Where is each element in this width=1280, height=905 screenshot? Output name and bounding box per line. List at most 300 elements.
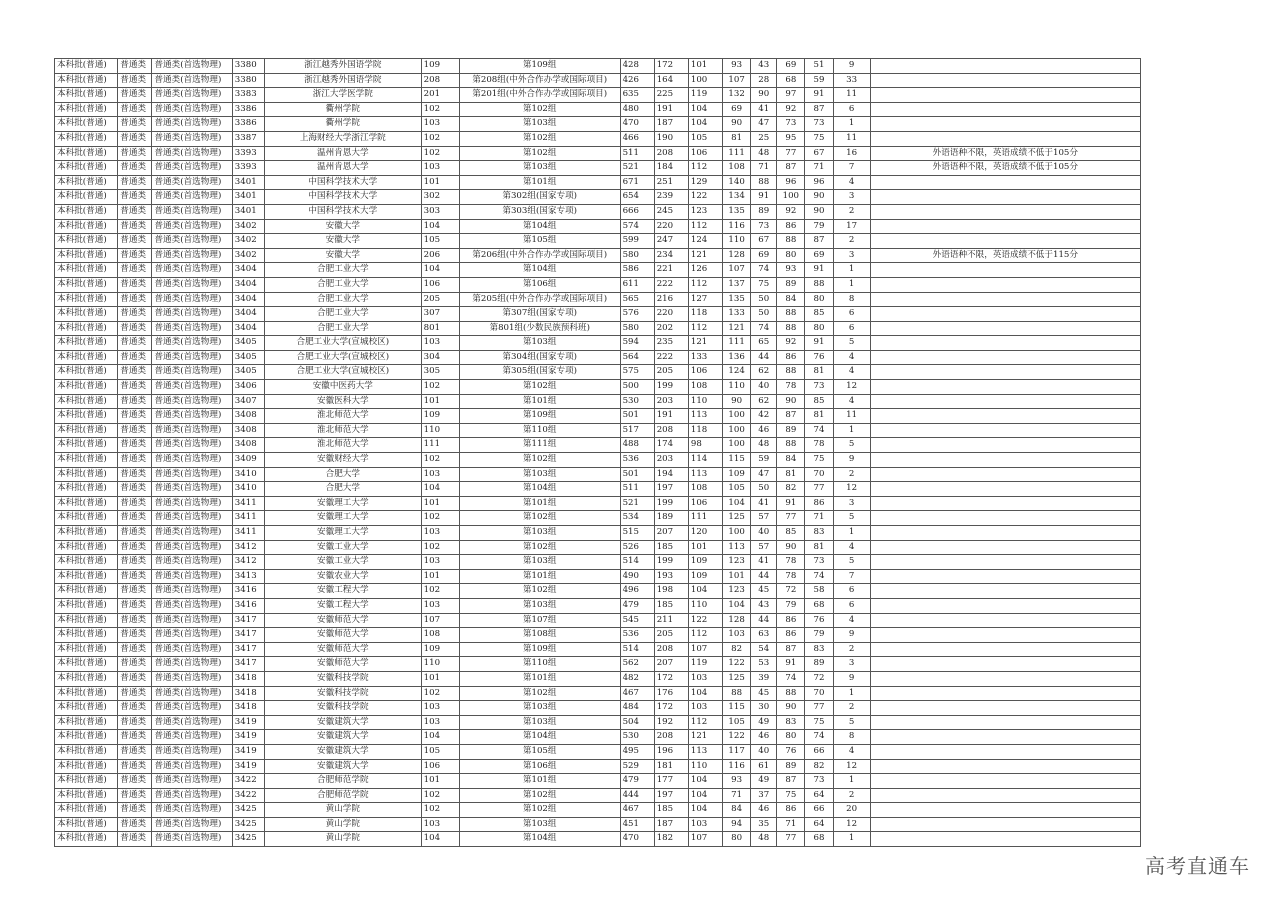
cell-elective-score: 74 bbox=[751, 321, 777, 336]
admission-score-table-wrapper bbox=[54, 58, 1141, 847]
cell-rank-b: 64 bbox=[805, 817, 833, 832]
table-row bbox=[55, 686, 1141, 701]
cell-elective-score: 42 bbox=[751, 409, 777, 424]
cell-elective-score: 41 bbox=[751, 102, 777, 117]
cell-batch: 本科批(普通) bbox=[55, 175, 118, 190]
cell-elective-score: 61 bbox=[751, 759, 777, 774]
cell-english-score: 112 bbox=[688, 219, 722, 234]
cell-chinese-math-score: 222 bbox=[654, 350, 688, 365]
cell-school-name: 安徽农业大学 bbox=[264, 569, 421, 584]
cell-school-code: 3416 bbox=[232, 598, 264, 613]
cell-rank-a: 73 bbox=[777, 117, 805, 132]
cell-count: 6 bbox=[833, 102, 870, 117]
cell-remark bbox=[870, 701, 1140, 716]
cell-subject-type: 普通类(首选物理) bbox=[152, 321, 232, 336]
cell-school-name: 温州肯恩大学 bbox=[264, 146, 421, 161]
cell-school-name: 安徽工业大学 bbox=[264, 555, 421, 570]
cell-remark bbox=[870, 438, 1140, 453]
cell-group-name: 第106组 bbox=[459, 759, 620, 774]
cell-english-score: 126 bbox=[688, 263, 722, 278]
cell-group-code: 110 bbox=[421, 423, 459, 438]
cell-rank-a: 92 bbox=[777, 336, 805, 351]
cell-english-score: 122 bbox=[688, 190, 722, 205]
cell-group-name: 第102组 bbox=[459, 803, 620, 818]
cell-total-score: 562 bbox=[620, 657, 654, 672]
cell-rank-a: 81 bbox=[777, 467, 805, 482]
cell-total-score: 580 bbox=[620, 248, 654, 263]
cell-remark bbox=[870, 277, 1140, 292]
cell-physics-score: 128 bbox=[723, 248, 751, 263]
cell-batch: 本科批(普通) bbox=[55, 511, 118, 526]
cell-rank-a: 77 bbox=[777, 511, 805, 526]
cell-rank-b: 90 bbox=[805, 204, 833, 219]
table-row bbox=[55, 453, 1141, 468]
cell-chinese-math-score: 187 bbox=[654, 117, 688, 132]
cell-remark bbox=[870, 380, 1140, 395]
cell-school-code: 3386 bbox=[232, 117, 264, 132]
cell-elective-score: 46 bbox=[751, 730, 777, 745]
cell-group-code: 103 bbox=[421, 701, 459, 716]
cell-school-name: 安徽科技学院 bbox=[264, 701, 421, 716]
cell-group-code: 104 bbox=[421, 219, 459, 234]
cell-category: 普通类 bbox=[118, 248, 152, 263]
cell-chinese-math-score: 221 bbox=[654, 263, 688, 278]
cell-rank-a: 87 bbox=[777, 774, 805, 789]
cell-elective-score: 90 bbox=[751, 88, 777, 103]
cell-physics-score: 80 bbox=[723, 832, 751, 847]
cell-elective-score: 40 bbox=[751, 526, 777, 541]
cell-category: 普通类 bbox=[118, 555, 152, 570]
cell-chinese-math-score: 207 bbox=[654, 526, 688, 541]
cell-remark bbox=[870, 117, 1140, 132]
cell-english-score: 112 bbox=[688, 628, 722, 643]
cell-rank-b: 81 bbox=[805, 365, 833, 380]
cell-group-code: 104 bbox=[421, 832, 459, 847]
cell-category: 普通类 bbox=[118, 321, 152, 336]
cell-subject-type: 普通类(首选物理) bbox=[152, 190, 232, 205]
cell-remark bbox=[870, 321, 1140, 336]
cell-english-score: 133 bbox=[688, 350, 722, 365]
cell-group-code: 102 bbox=[421, 803, 459, 818]
cell-subject-type: 普通类(首选物理) bbox=[152, 88, 232, 103]
cell-english-score: 109 bbox=[688, 555, 722, 570]
cell-chinese-math-score: 205 bbox=[654, 365, 688, 380]
cell-count: 5 bbox=[833, 438, 870, 453]
cell-rank-b: 78 bbox=[805, 438, 833, 453]
table-row bbox=[55, 292, 1141, 307]
cell-subject-type: 普通类(首选物理) bbox=[152, 496, 232, 511]
cell-category: 普通类 bbox=[118, 598, 152, 613]
cell-chinese-math-score: 208 bbox=[654, 730, 688, 745]
cell-subject-type: 普通类(首选物理) bbox=[152, 526, 232, 541]
cell-category: 普通类 bbox=[118, 292, 152, 307]
cell-subject-type: 普通类(首选物理) bbox=[152, 817, 232, 832]
cell-group-name: 第101组 bbox=[459, 774, 620, 789]
cell-remark bbox=[870, 686, 1140, 701]
cell-school-code: 3405 bbox=[232, 336, 264, 351]
cell-rank-a: 86 bbox=[777, 628, 805, 643]
cell-group-code: 101 bbox=[421, 496, 459, 511]
cell-rank-a: 95 bbox=[777, 131, 805, 146]
cell-remark bbox=[870, 657, 1140, 672]
cell-count: 12 bbox=[833, 482, 870, 497]
table-row bbox=[55, 248, 1141, 263]
cell-chinese-math-score: 196 bbox=[654, 744, 688, 759]
cell-school-name: 安徽师范大学 bbox=[264, 628, 421, 643]
cell-school-name: 合肥工业大学(宣城校区) bbox=[264, 365, 421, 380]
cell-batch: 本科批(普通) bbox=[55, 482, 118, 497]
cell-count: 2 bbox=[833, 204, 870, 219]
cell-school-name: 衢州学院 bbox=[264, 102, 421, 117]
table-row bbox=[55, 832, 1141, 847]
cell-physics-score: 122 bbox=[723, 730, 751, 745]
cell-physics-score: 134 bbox=[723, 190, 751, 205]
cell-rank-a: 97 bbox=[777, 88, 805, 103]
cell-rank-b: 83 bbox=[805, 642, 833, 657]
cell-school-name: 合肥工业大学 bbox=[264, 321, 421, 336]
cell-group-name: 第206组(中外合作办学或国际项目) bbox=[459, 248, 620, 263]
cell-rank-b: 73 bbox=[805, 555, 833, 570]
cell-group-code: 111 bbox=[421, 438, 459, 453]
cell-remark bbox=[870, 817, 1140, 832]
cell-total-score: 501 bbox=[620, 409, 654, 424]
cell-category: 普通类 bbox=[118, 774, 152, 789]
cell-rank-b: 85 bbox=[805, 307, 833, 322]
cell-group-name: 第101组 bbox=[459, 175, 620, 190]
cell-remark bbox=[870, 642, 1140, 657]
cell-elective-score: 47 bbox=[751, 117, 777, 132]
cell-elective-score: 74 bbox=[751, 263, 777, 278]
cell-group-name: 第102组 bbox=[459, 380, 620, 395]
cell-chinese-math-score: 174 bbox=[654, 438, 688, 453]
cell-rank-b: 87 bbox=[805, 102, 833, 117]
table-row bbox=[55, 482, 1141, 497]
cell-count: 3 bbox=[833, 657, 870, 672]
cell-school-code: 3410 bbox=[232, 482, 264, 497]
cell-batch: 本科批(普通) bbox=[55, 832, 118, 847]
cell-count: 12 bbox=[833, 817, 870, 832]
cell-school-name: 合肥师范学院 bbox=[264, 788, 421, 803]
cell-physics-score: 105 bbox=[723, 482, 751, 497]
cell-remark bbox=[870, 73, 1140, 88]
cell-subject-type: 普通类(首选物理) bbox=[152, 453, 232, 468]
cell-category: 普通类 bbox=[118, 350, 152, 365]
cell-subject-type: 普通类(首选物理) bbox=[152, 671, 232, 686]
cell-chinese-math-score: 172 bbox=[654, 701, 688, 716]
cell-remark bbox=[870, 336, 1140, 351]
cell-group-name: 第106组 bbox=[459, 277, 620, 292]
cell-count: 12 bbox=[833, 380, 870, 395]
cell-remark bbox=[870, 292, 1140, 307]
cell-category: 普通类 bbox=[118, 482, 152, 497]
cell-count: 20 bbox=[833, 803, 870, 818]
cell-rank-a: 77 bbox=[777, 832, 805, 847]
table-row bbox=[55, 555, 1141, 570]
cell-batch: 本科批(普通) bbox=[55, 102, 118, 117]
cell-school-name: 安徽建筑大学 bbox=[264, 715, 421, 730]
cell-total-score: 451 bbox=[620, 817, 654, 832]
cell-group-name: 第108组 bbox=[459, 628, 620, 643]
cell-category: 普通类 bbox=[118, 671, 152, 686]
cell-school-code: 3425 bbox=[232, 803, 264, 818]
cell-group-code: 104 bbox=[421, 263, 459, 278]
cell-school-code: 3417 bbox=[232, 628, 264, 643]
cell-category: 普通类 bbox=[118, 190, 152, 205]
cell-chinese-math-score: 172 bbox=[654, 59, 688, 74]
table-row bbox=[55, 701, 1141, 716]
cell-rank-b: 91 bbox=[805, 263, 833, 278]
cell-english-score: 118 bbox=[688, 423, 722, 438]
cell-remark bbox=[870, 88, 1140, 103]
cell-total-score: 482 bbox=[620, 671, 654, 686]
cell-physics-score: 103 bbox=[723, 628, 751, 643]
cell-batch: 本科批(普通) bbox=[55, 365, 118, 380]
cell-total-score: 517 bbox=[620, 423, 654, 438]
cell-batch: 本科批(普通) bbox=[55, 671, 118, 686]
cell-rank-a: 88 bbox=[777, 365, 805, 380]
table-row bbox=[55, 277, 1141, 292]
cell-school-name: 合肥工业大学(宣城校区) bbox=[264, 336, 421, 351]
cell-school-code: 3401 bbox=[232, 204, 264, 219]
cell-school-name: 黄山学院 bbox=[264, 817, 421, 832]
cell-group-code: 102 bbox=[421, 102, 459, 117]
cell-rank-a: 91 bbox=[777, 657, 805, 672]
cell-category: 普通类 bbox=[118, 788, 152, 803]
cell-group-name: 第104组 bbox=[459, 263, 620, 278]
cell-chinese-math-score: 211 bbox=[654, 613, 688, 628]
cell-chinese-math-score: 192 bbox=[654, 715, 688, 730]
cell-physics-score: 109 bbox=[723, 467, 751, 482]
cell-remark: 外语语种不限，英语成绩不低于105分 bbox=[870, 146, 1140, 161]
table-row bbox=[55, 438, 1141, 453]
cell-remark bbox=[870, 453, 1140, 468]
cell-count: 11 bbox=[833, 131, 870, 146]
cell-physics-score: 115 bbox=[723, 453, 751, 468]
cell-batch: 本科批(普通) bbox=[55, 350, 118, 365]
cell-batch: 本科批(普通) bbox=[55, 540, 118, 555]
cell-chinese-math-score: 220 bbox=[654, 219, 688, 234]
cell-remark bbox=[870, 175, 1140, 190]
cell-rank-b: 75 bbox=[805, 131, 833, 146]
cell-group-code: 105 bbox=[421, 744, 459, 759]
cell-total-score: 501 bbox=[620, 467, 654, 482]
cell-rank-a: 80 bbox=[777, 730, 805, 745]
cell-group-code: 103 bbox=[421, 555, 459, 570]
cell-group-name: 第102组 bbox=[459, 131, 620, 146]
cell-count: 2 bbox=[833, 234, 870, 249]
cell-group-code: 205 bbox=[421, 292, 459, 307]
cell-rank-a: 92 bbox=[777, 102, 805, 117]
cell-school-code: 3419 bbox=[232, 744, 264, 759]
cell-subject-type: 普通类(首选物理) bbox=[152, 788, 232, 803]
cell-rank-b: 74 bbox=[805, 730, 833, 745]
cell-total-score: 467 bbox=[620, 686, 654, 701]
cell-rank-b: 91 bbox=[805, 336, 833, 351]
cell-english-score: 100 bbox=[688, 73, 722, 88]
cell-group-code: 108 bbox=[421, 628, 459, 643]
cell-elective-score: 47 bbox=[751, 467, 777, 482]
cell-school-code: 3401 bbox=[232, 175, 264, 190]
cell-elective-score: 48 bbox=[751, 832, 777, 847]
cell-rank-a: 89 bbox=[777, 423, 805, 438]
cell-subject-type: 普通类(首选物理) bbox=[152, 598, 232, 613]
cell-remark bbox=[870, 744, 1140, 759]
cell-school-code: 3419 bbox=[232, 730, 264, 745]
cell-rank-a: 79 bbox=[777, 598, 805, 613]
cell-batch: 本科批(普通) bbox=[55, 686, 118, 701]
cell-batch: 本科批(普通) bbox=[55, 307, 118, 322]
cell-total-score: 470 bbox=[620, 117, 654, 132]
cell-total-score: 466 bbox=[620, 131, 654, 146]
cell-count: 4 bbox=[833, 175, 870, 190]
cell-category: 普通类 bbox=[118, 277, 152, 292]
cell-category: 普通类 bbox=[118, 219, 152, 234]
cell-subject-type: 普通类(首选物理) bbox=[152, 759, 232, 774]
cell-school-code: 3408 bbox=[232, 409, 264, 424]
cell-physics-score: 122 bbox=[723, 657, 751, 672]
cell-rank-b: 70 bbox=[805, 467, 833, 482]
cell-school-code: 3410 bbox=[232, 467, 264, 482]
cell-group-code: 303 bbox=[421, 204, 459, 219]
cell-total-score: 490 bbox=[620, 569, 654, 584]
cell-rank-b: 69 bbox=[805, 248, 833, 263]
cell-count: 1 bbox=[833, 423, 870, 438]
cell-total-score: 526 bbox=[620, 540, 654, 555]
cell-subject-type: 普通类(首选物理) bbox=[152, 701, 232, 716]
cell-rank-a: 91 bbox=[777, 496, 805, 511]
cell-rank-a: 84 bbox=[777, 292, 805, 307]
cell-subject-type: 普通类(首选物理) bbox=[152, 146, 232, 161]
cell-chinese-math-score: 191 bbox=[654, 409, 688, 424]
cell-english-score: 109 bbox=[688, 569, 722, 584]
cell-school-name: 安徽大学 bbox=[264, 219, 421, 234]
cell-group-name: 第102组 bbox=[459, 686, 620, 701]
cell-group-name: 第105组 bbox=[459, 744, 620, 759]
table-row bbox=[55, 715, 1141, 730]
cell-english-score: 119 bbox=[688, 657, 722, 672]
cell-subject-type: 普通类(首选物理) bbox=[152, 336, 232, 351]
cell-category: 普通类 bbox=[118, 569, 152, 584]
cell-rank-b: 91 bbox=[805, 88, 833, 103]
cell-total-score: 514 bbox=[620, 555, 654, 570]
cell-school-name: 温州肯恩大学 bbox=[264, 161, 421, 176]
cell-batch: 本科批(普通) bbox=[55, 642, 118, 657]
cell-category: 普通类 bbox=[118, 234, 152, 249]
table-row bbox=[55, 803, 1141, 818]
cell-batch: 本科批(普通) bbox=[55, 248, 118, 263]
cell-category: 普通类 bbox=[118, 423, 152, 438]
cell-school-name: 淮北师范大学 bbox=[264, 438, 421, 453]
cell-elective-score: 91 bbox=[751, 190, 777, 205]
cell-chinese-math-score: 176 bbox=[654, 686, 688, 701]
cell-remark bbox=[870, 350, 1140, 365]
cell-rank-b: 80 bbox=[805, 321, 833, 336]
cell-group-code: 104 bbox=[421, 482, 459, 497]
cell-school-name: 浙江大学医学院 bbox=[264, 88, 421, 103]
cell-physics-score: 136 bbox=[723, 350, 751, 365]
cell-rank-b: 77 bbox=[805, 482, 833, 497]
cell-school-code: 3417 bbox=[232, 642, 264, 657]
cell-group-code: 102 bbox=[421, 511, 459, 526]
cell-english-score: 106 bbox=[688, 365, 722, 380]
cell-remark bbox=[870, 511, 1140, 526]
cell-count: 1 bbox=[833, 774, 870, 789]
cell-physics-score: 133 bbox=[723, 307, 751, 322]
cell-total-score: 599 bbox=[620, 234, 654, 249]
cell-group-name: 第201组(中外合作办学或国际项目) bbox=[459, 88, 620, 103]
cell-physics-score: 69 bbox=[723, 102, 751, 117]
cell-group-name: 第110组 bbox=[459, 657, 620, 672]
cell-english-score: 112 bbox=[688, 715, 722, 730]
cell-count: 2 bbox=[833, 467, 870, 482]
cell-remark bbox=[870, 526, 1140, 541]
cell-english-score: 104 bbox=[688, 102, 722, 117]
cell-subject-type: 普通类(首选物理) bbox=[152, 131, 232, 146]
cell-english-score: 104 bbox=[688, 584, 722, 599]
cell-group-name: 第104组 bbox=[459, 832, 620, 847]
cell-category: 普通类 bbox=[118, 496, 152, 511]
cell-category: 普通类 bbox=[118, 117, 152, 132]
cell-total-score: 534 bbox=[620, 511, 654, 526]
cell-total-score: 545 bbox=[620, 613, 654, 628]
cell-subject-type: 普通类(首选物理) bbox=[152, 628, 232, 643]
cell-rank-a: 78 bbox=[777, 380, 805, 395]
cell-chinese-math-score: 164 bbox=[654, 73, 688, 88]
cell-school-name: 安徽理工大学 bbox=[264, 511, 421, 526]
cell-rank-a: 76 bbox=[777, 744, 805, 759]
cell-school-name: 安徽工程大学 bbox=[264, 598, 421, 613]
cell-elective-score: 40 bbox=[751, 744, 777, 759]
cell-group-name: 第109组 bbox=[459, 409, 620, 424]
cell-subject-type: 普通类(首选物理) bbox=[152, 161, 232, 176]
cell-subject-type: 普通类(首选物理) bbox=[152, 642, 232, 657]
cell-school-name: 安徽理工大学 bbox=[264, 526, 421, 541]
cell-rank-a: 90 bbox=[777, 540, 805, 555]
cell-physics-score: 71 bbox=[723, 788, 751, 803]
cell-school-code: 3404 bbox=[232, 321, 264, 336]
table-row bbox=[55, 409, 1141, 424]
cell-category: 普通类 bbox=[118, 715, 152, 730]
cell-group-name: 第302组(国家专项) bbox=[459, 190, 620, 205]
cell-chinese-math-score: 234 bbox=[654, 248, 688, 263]
cell-english-score: 112 bbox=[688, 277, 722, 292]
cell-subject-type: 普通类(首选物理) bbox=[152, 744, 232, 759]
cell-physics-score: 135 bbox=[723, 292, 751, 307]
cell-group-code: 102 bbox=[421, 453, 459, 468]
cell-school-name: 淮北师范大学 bbox=[264, 409, 421, 424]
cell-rank-b: 73 bbox=[805, 117, 833, 132]
cell-school-code: 3386 bbox=[232, 102, 264, 117]
cell-school-name: 合肥大学 bbox=[264, 467, 421, 482]
cell-batch: 本科批(普通) bbox=[55, 423, 118, 438]
cell-rank-b: 66 bbox=[805, 744, 833, 759]
cell-rank-a: 74 bbox=[777, 671, 805, 686]
cell-total-score: 666 bbox=[620, 204, 654, 219]
cell-english-score: 104 bbox=[688, 774, 722, 789]
cell-english-score: 107 bbox=[688, 642, 722, 657]
cell-physics-score: 116 bbox=[723, 219, 751, 234]
cell-physics-score: 137 bbox=[723, 277, 751, 292]
cell-school-name: 安徽工程大学 bbox=[264, 584, 421, 599]
cell-group-name: 第103组 bbox=[459, 117, 620, 132]
cell-rank-a: 90 bbox=[777, 394, 805, 409]
cell-count: 9 bbox=[833, 628, 870, 643]
cell-elective-score: 41 bbox=[751, 496, 777, 511]
cell-group-name: 第101组 bbox=[459, 569, 620, 584]
cell-elective-score: 44 bbox=[751, 569, 777, 584]
cell-remark bbox=[870, 788, 1140, 803]
cell-category: 普通类 bbox=[118, 744, 152, 759]
